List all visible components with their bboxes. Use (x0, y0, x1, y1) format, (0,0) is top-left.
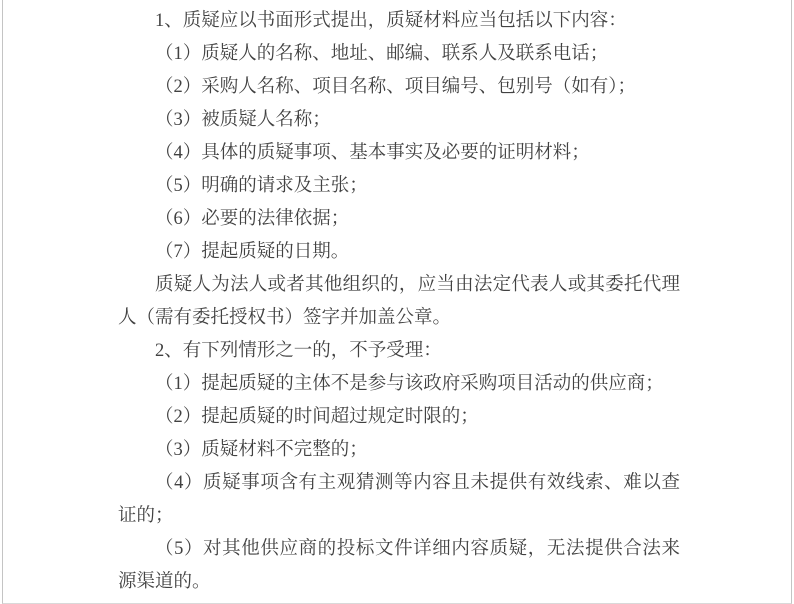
text-line: 2、有下列情形之一的，不予受理： (155, 341, 442, 361)
document-content (3, 0, 680, 599)
text-line: （7）提起质疑的日期。 (155, 242, 350, 262)
text-line: （3）被质疑人名称； (155, 110, 331, 130)
text-line: （3）质疑材料不完整的； (155, 440, 368, 460)
text-line: 源渠道的。 (118, 572, 211, 592)
text-line: 1、质疑应以书面形式提出，质疑材料应当包括以下内容： (155, 11, 627, 31)
text-line: （4）质疑事项含有主观猜测等内容且未提供有效线索、难以查 (155, 473, 680, 493)
text-line: 人（需有委托授权书）签字并加盖公章。 (118, 308, 452, 328)
document-page (2, 0, 792, 604)
text-line: （5）明确的请求及主张； (155, 176, 368, 196)
text-line: （2）提起质疑的时间超过规定时限的； (155, 407, 479, 427)
text-line: （1）质疑人的名称、地址、邮编、联系人及联系电话； (155, 44, 609, 64)
text-line: （1）提起质疑的主体不是参与该政府采购项目活动的供应商； (155, 374, 664, 394)
text-line: （6）必要的法律依据； (155, 209, 350, 229)
text-line: （2）采购人名称、项目名称、项目编号、包别号（如有）； (155, 77, 637, 97)
text-line: （5）对其他供应商的投标文件详细内容质疑，无法提供合法来 (155, 539, 680, 559)
text-line: （4）具体的质疑事项、基本事实及必要的证明材料； (155, 143, 590, 163)
text-line: 质疑人为法人或者其他组织的，应当由法定代表人或其委托代理 (155, 275, 680, 295)
text-line: 证的； (118, 506, 174, 526)
